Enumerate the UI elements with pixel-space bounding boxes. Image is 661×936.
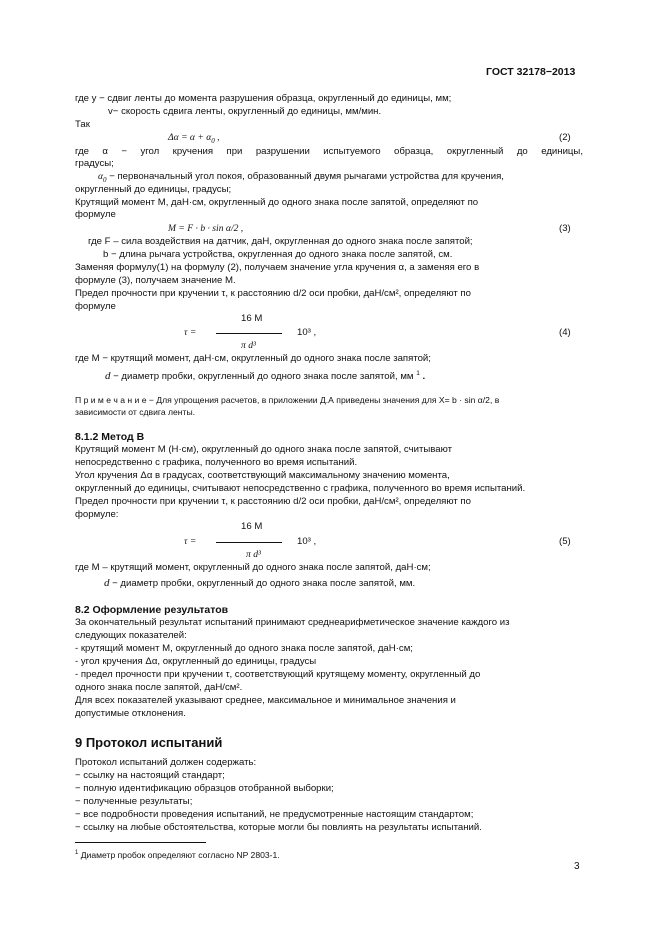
equation-number: (5) [559,536,571,547]
footnote-divider [75,842,206,843]
text-line: d − диаметр пробки, округленный до одного знака после запятой, мм. [104,577,416,589]
section-heading-8-1-2: 8.1.2 Метод В [75,431,145,443]
text-line: Так [75,119,90,130]
list-item: − полученные результаты; [75,796,193,807]
text-line: градусы; [75,158,114,169]
text-line: Угол кручения Δα в градусах, соответствующий максимальному значению момента, [75,470,450,481]
text-line: одного знака после запятой, даН/см². [75,682,243,693]
equation-number: (4) [559,327,571,338]
list-item: − полную идентификацию образцов отобранной выборки; [75,783,334,794]
list-item: - предел прочности при кручении τ, соответствующий крутящему моменту, округленный до [75,669,481,680]
equation-number: (3) [559,223,571,234]
text-line: непосредственно с графика, полученного во время испытаний. [75,457,358,468]
text-line: Протокол испытаний должен содержать: [75,757,257,768]
text-line: формуле: [75,509,119,520]
equation-2: $\Delta\alpha = \alpha + \alpha_0$ , [168,132,220,145]
text-line: округленный до единицы, считывают непосредственно с графика, полученного во время испытаний. [75,483,526,494]
text-line: b − длина рычага устройства, округленная до одного знака после запятой, см. [103,249,453,260]
list-item: − ссылку на любые обстоятельства, которые могли бы повлиять на результаты испытаний. [75,822,482,833]
text-line: где α − угол кручения при разрушении испытуемого образца, округленный до единицы, [75,146,583,157]
fraction-bar [216,542,282,543]
text-line: $\alpha_0$ − первоначальный угол покоя, образованный двумя рычагами устройства для кручения, [98,171,504,184]
equation-number: (2) [559,132,571,143]
text-line: Заменяя формулу(1) на формулу (2), получаем значение угла кручения α, а заменяя его в [75,262,480,273]
equation-5-multiplier: 10³ , [297,536,317,547]
text-line: формуле (3), получаем значение М. [75,275,236,286]
list-item: - угол кручения Δα, округленный до единицы, градусы [75,656,317,667]
note-line: зависимости от сдвига ленты. [75,407,196,417]
equation-4-multiplier: 10³ , [297,327,317,338]
text-line: следующих показателей: [75,630,187,641]
list-item: - крутящий момент М, округленный до одного знака после запятой, даН·см; [75,643,413,654]
text-line: где M – крутящий момент, округленный до одного знака после запятой, даН·см; [75,562,431,573]
text-line: Предел прочности при кручении τ, к расстоянию d/2 оси пробки, даН/см², определяют по [75,496,471,507]
text-line: где y − сдвиг ленты до момента разрушения образца, округленный до единицы, мм; [75,93,452,104]
text-line: Крутящий момент М (Н·см), округленный до одного знака после запятой, считывают [75,444,452,455]
equation-3: M = F · b · sin α/2 , [168,223,244,234]
text-line: округленный до единицы, градусы; [75,184,232,195]
text-line: d − диаметр пробки, округленный до одного знака после запятой, мм $^1$ . [105,370,426,383]
equation-4-numerator: 16 M [241,313,263,324]
text-line: формуле [75,301,116,312]
footnote: $^1$ Диаметр пробок определяют согласно NP 2803-1. [75,849,280,860]
section-heading-8-2: 8.2 Оформление результатов [75,604,229,616]
equation-5-numerator: 16 M [241,521,263,532]
text-line: Для всех показателей указывают среднее, максимальное и минимальное значения и [75,695,456,706]
text-line: допустимые отклонения. [75,708,186,719]
page-number: 3 [574,861,580,872]
note-line: П р и м е ч а н и е − Для упрощения расчетов, в приложении Д.А приведены значения для X= b · sin α/2, в [75,395,500,405]
equation-4-lhs: τ = [184,327,197,338]
equation-4-denominator: π d³ [241,340,256,351]
text-line: где M − крутящий момент, даН·см, округленный до одного знака после запятой; [75,353,431,364]
text-line: Предел прочности при кручении τ, к расстоянию d/2 оси пробки, даН/см², определяют по [75,288,471,299]
text-line: v− скорость сдвига ленты, округленный до единицы, мм/мин. [108,106,382,117]
list-item: − все подробности проведения испытаний, не предусмотренные настоящим стандартом; [75,809,474,820]
text-line: где F – сила воздействия на датчик, даН, округленная до одного знака после запятой; [88,236,473,247]
list-item: − ссылку на настоящий стандарт; [75,770,225,781]
section-heading-9: 9 Протокол испытаний [75,735,223,750]
equation-5-denominator: π d³ [246,549,261,560]
document-header: ГОСТ 32178−2013 [486,66,576,78]
fraction-bar [216,333,282,334]
text-line: Крутящий момент М, даН·см, округленный до одного знака после запятой, определяют по [75,197,479,208]
text-line: За окончательный результат испытаний принимают среднеарифметическое значение каждого из [75,617,510,628]
equation-5-lhs: τ = [184,536,197,547]
text-line: формуле [75,209,116,220]
